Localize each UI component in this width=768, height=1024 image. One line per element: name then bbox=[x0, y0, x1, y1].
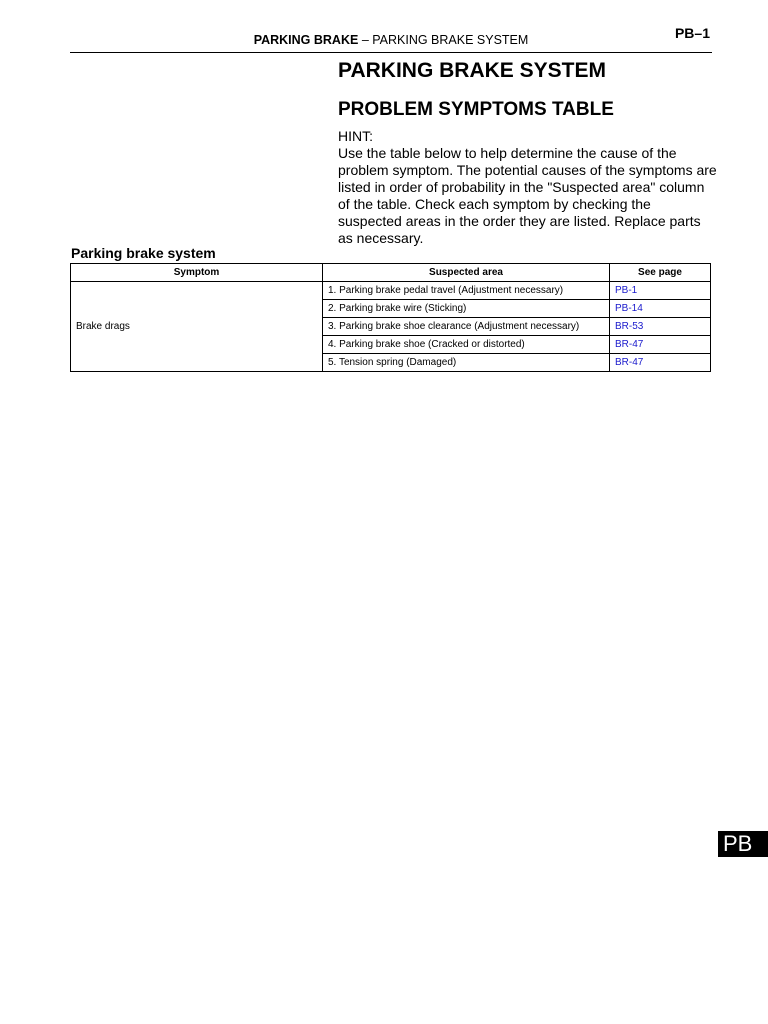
suspected-area-cell: 5. Tension spring (Damaged) bbox=[323, 354, 610, 372]
table-row bbox=[71, 282, 711, 300]
section-tab: PB bbox=[718, 831, 768, 857]
suspected-area-cell: 4. Parking brake shoe (Cracked or distorted) bbox=[323, 336, 610, 354]
see-page-link[interactable]: BR-53 bbox=[610, 318, 711, 336]
see-page-link[interactable]: BR-47 bbox=[610, 336, 711, 354]
main-title: PARKING BRAKE SYSTEM bbox=[338, 59, 606, 82]
header-subsection: PARKING BRAKE SYSTEM bbox=[372, 33, 529, 47]
symptom-cell: Brake drags bbox=[71, 282, 323, 372]
see-page-link[interactable]: PB-14 bbox=[610, 300, 711, 318]
table-section-label: Parking brake system bbox=[71, 245, 216, 261]
suspected-area-cell: 3. Parking brake shoe clearance (Adjustment necessary) bbox=[323, 318, 610, 336]
header-section: PARKING BRAKE bbox=[253, 33, 359, 47]
see-page-link[interactable]: PB-1 bbox=[610, 282, 711, 300]
symptoms-table bbox=[70, 263, 711, 372]
header-separator: – bbox=[361, 33, 369, 47]
sub-title: PROBLEM SYMPTOMS TABLE bbox=[338, 99, 614, 120]
see-page-link[interactable]: BR-47 bbox=[610, 354, 711, 372]
table-header-row bbox=[71, 264, 711, 282]
page-number: PB–1 bbox=[674, 25, 710, 41]
header-symptom: Symptom bbox=[71, 264, 323, 282]
hint-label: HINT: bbox=[338, 128, 373, 144]
header-suspected-area: Suspected area bbox=[323, 264, 610, 282]
suspected-area-cell: 1. Parking brake pedal travel (Adjustment necessary) bbox=[323, 282, 610, 300]
header-title bbox=[70, 33, 712, 47]
suspected-area-cell: 2. Parking brake wire (Sticking) bbox=[323, 300, 610, 318]
header-see-page: See page bbox=[610, 264, 711, 282]
hint-text: Use the table below to help determine the cause of the problem symptom. The potential causes of the symptoms are listed in order of probability in the "Suspected area" column of the table. Check each symptom by checking the suspected areas in the order they are listed. Replace parts as necessary. bbox=[338, 145, 717, 246]
hint-block bbox=[338, 128, 718, 247]
page-header bbox=[70, 25, 712, 53]
